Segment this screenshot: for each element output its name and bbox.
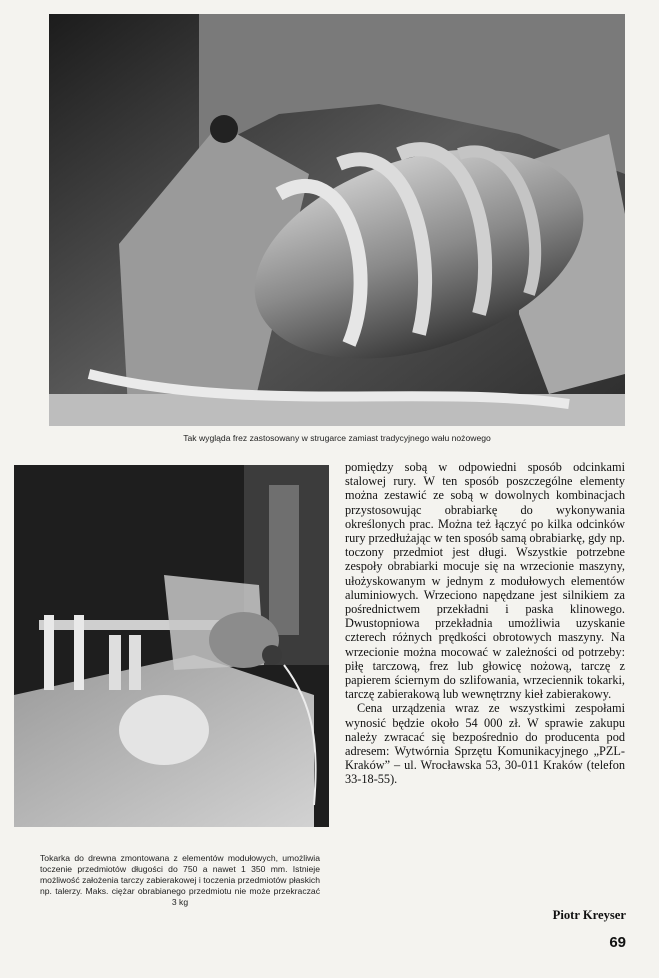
article-paragraph: pomiędzy sobą w odpowiedni sposób odcinkami stalowej rury. W ten sposób poszczególne elementy można zestawić ze sobą w dowolnych kombinacjach przystosowując obrabiarkę do wykonywania określonych prac. Można też łączyć po kilka odcinków rury przedłużając w ten sposób samą obrabiarkę, gdy np. toczony przedmiot jest długi. Wszystkie potrzebne zespoły obrabiarki mocuje się na wrzecionie maszyny, ułożyskowanym w jednym z modułowych elementów aluminiowych. Wrzeciono napędzane jest silnikiem za pośrednictwem przekładni i paska klinowego. Dwustopniowa przekładnia umożliwia uzyskanie czterech różnych prędkości obrotowych maszyny. Na wrzecionie można mocować w zależności od potrzeby: piłę tarczową, frez lub głowicę nożową, tarczę z papierem ściernym do szlifowania, wrzeciennik tokarki, tarczę zabierakową lub wewnętrzny kieł zabierakowy. xyxy=(345,460,626,702)
page-number: 69 xyxy=(609,934,626,951)
cutter-head-caption: Tak wygląda frez zastosowany w strugarce zamiast tradycyjnego wału nożowego xyxy=(183,433,491,443)
wood-lathe-caption: Tokarka do drewna zmontowana z elementów modułowych, umożliwia toczenie przedmiotów długości do 750 a nawet 1 350 mm. Istnieje możliwość założenia tarczy zabierakowej i toczenia przedmiotów płaskich np. talerzy. Maks. ciężar obrabianego przedmiotu nie może przekraczać 3 kg xyxy=(40,853,320,907)
cutter-head-photo xyxy=(49,14,625,426)
author-name: Piotr Kreyser xyxy=(552,908,626,922)
article-paragraph: Cena urządzenia wraz ze wszystkimi zespołami wynosić będzie około 54 000 zł. W sprawie zakupu należy zwracać się bezpośrednio do producenta pod adresem: Wytwórnia Sprzętu Komunikacyjnego „PZL-Kraków” – ul. Wrocławska 53, 30-011 Kraków (telefon 33-18-55). xyxy=(345,701,625,787)
article-body xyxy=(345,460,625,787)
wood-lathe-photo xyxy=(14,465,329,827)
